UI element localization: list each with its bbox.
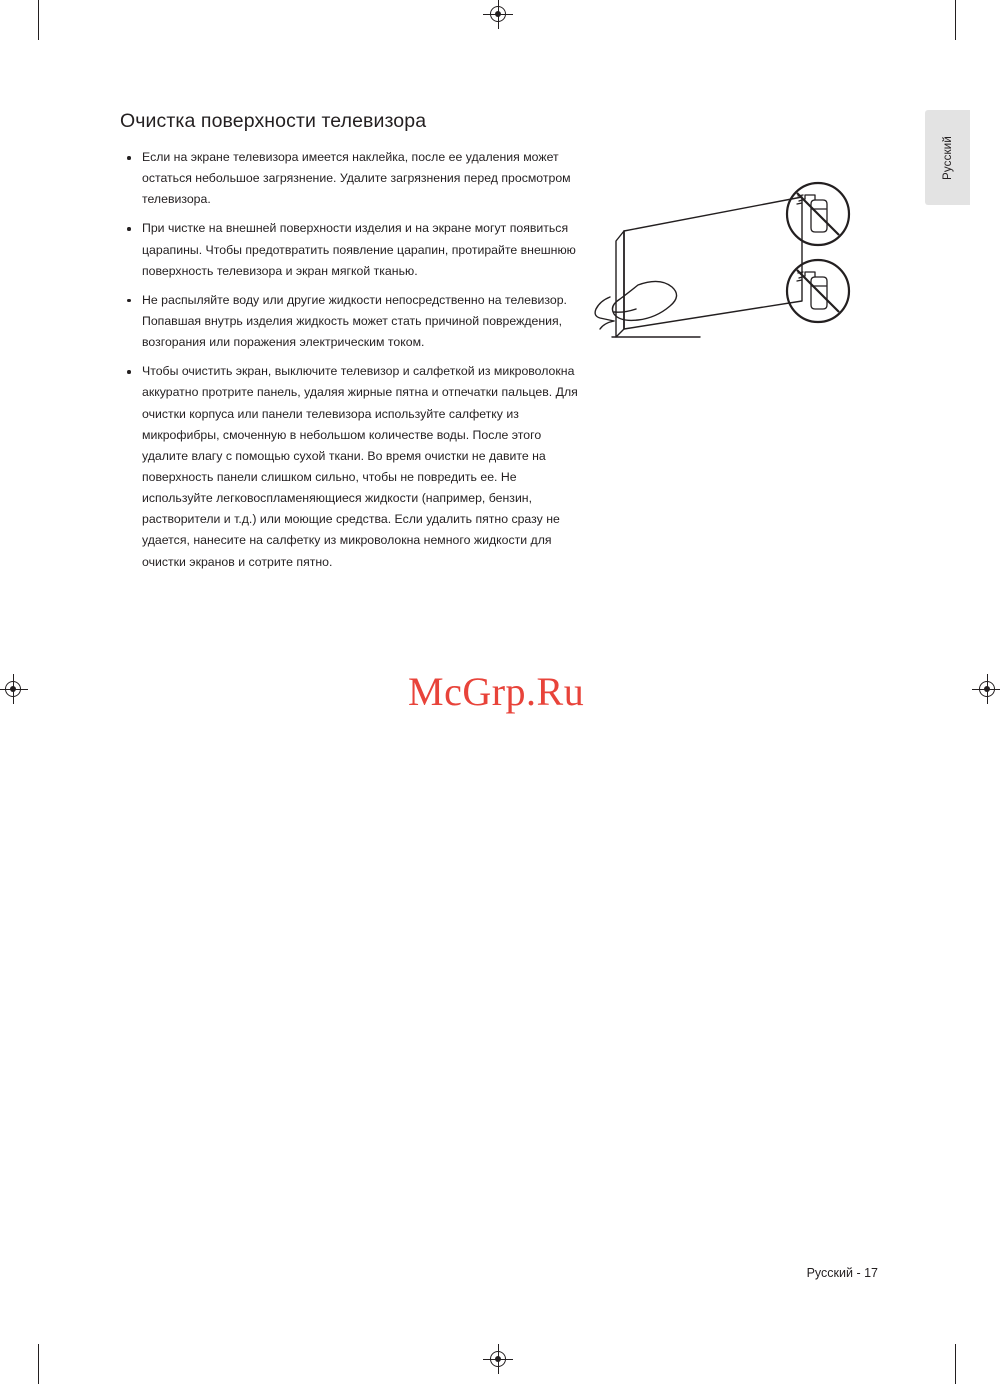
registration-mark-right [976,678,998,700]
list-item: Не распыляйте воду или другие жидкости непосредственно на телевизор. Попавшая внутрь изделия жидкость может стать причиной повреждения, возгорания или поражения электрическим током. [120,290,590,353]
list-item: Чтобы очистить экран, выключите телевизор и салфеткой из микроволокна аккуратно протрите панель, удаляя жирные пятна и отпечатки пальцев. Для очистки корпуса или панели телевизора используйте салфетку из микрофибры, смоченную в небольшом количестве воды. После этого удалите влагу с помощью сухой ткани. Во время очистки не давите на поверхность панели слишком сильно, чтобы не повредить ее. Не используйте легковоспламеняющиеся жидкости (например, бензин, растворители и т.д.) или моющие средства. Если удалить пятно сразу не удается, нанесите на салфетку из микроволокна немного жидкости для очистки экранов и сотрите пятно. [120,361,590,572]
language-tab-label: Русский [941,135,954,180]
page-footer: Русский - 17 [806,1266,878,1280]
watermark: McGrp.Ru [408,669,585,714]
crop-mark-top-right [955,0,956,40]
crop-mark-bottom-right [955,1344,956,1384]
list-item: При чистке на внешней поверхности изделия и на экране могут появиться царапины. Чтобы предотвратить появление царапин, протирайте внешнюю поверхность телевизора и экран мягкой тканью. [120,218,590,281]
instruction-list [120,147,590,573]
registration-mark-left [2,678,24,700]
page-title: Очистка поверхности телевизора [120,110,427,132]
crop-mark-bottom-left [38,1344,39,1384]
registration-mark-top [487,3,509,25]
crop-mark-top-left [38,0,39,40]
registration-mark-bottom [487,1348,509,1370]
tv-cleaning-illustration [590,169,880,369]
instruction-text-column [120,147,590,581]
page-content [120,110,880,581]
language-tab [925,110,970,205]
illustration-column [590,147,880,369]
content-columns [120,147,880,581]
list-item: Если на экране телевизора имеется наклейка, после ее удаления может остаться небольшое загрязнение. Удалите загрязнения перед просмотром телевизора. [120,147,590,210]
